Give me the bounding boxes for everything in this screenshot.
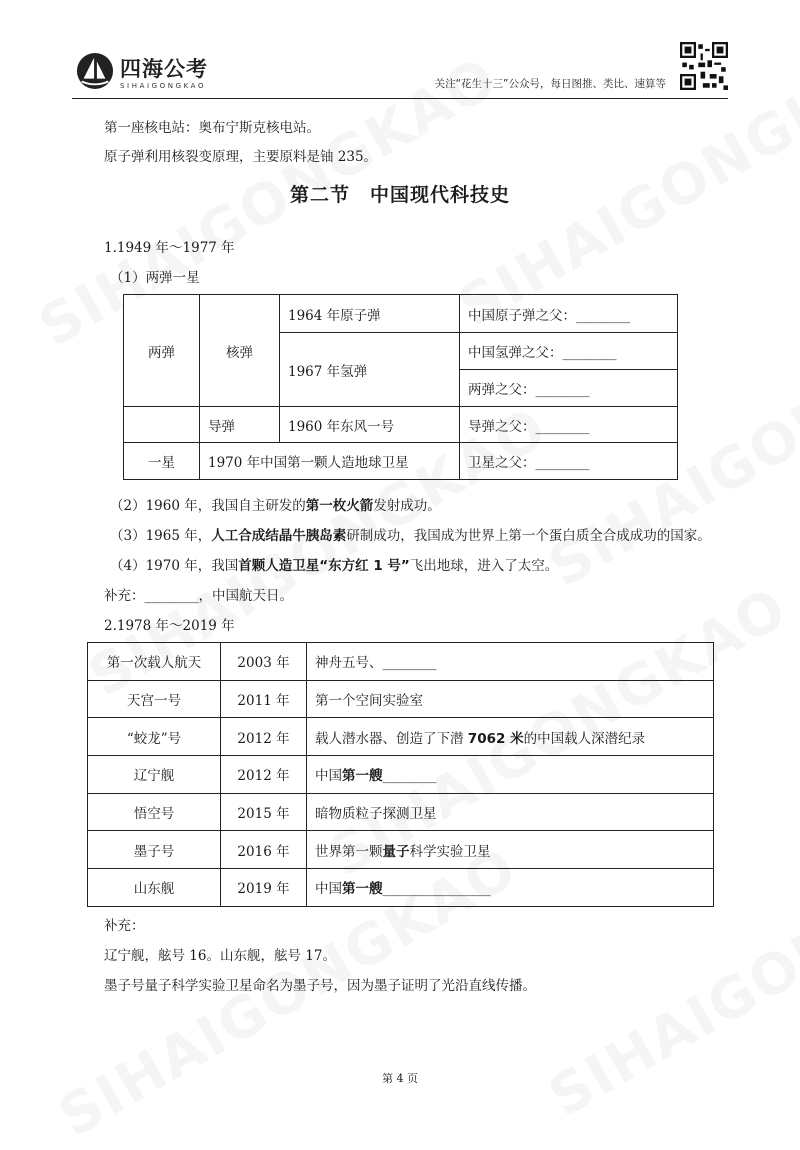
bold-text: 人工合成结晶牛胰岛素 (211, 528, 347, 544)
brand-logo (76, 52, 208, 90)
text: 世界第一颗 (315, 843, 383, 860)
intro-line: 第一座核电站：奥布宁斯克核电站。 (104, 120, 320, 136)
text: 暗物质粒子探测卫星 (315, 806, 437, 823)
cell-year: 2016 年 (221, 831, 307, 869)
cell-yixing: 一星 (124, 443, 200, 480)
text: ________________ (382, 881, 491, 898)
brand-name: 四海公考 (120, 56, 208, 81)
cell-year: 2003 年 (221, 643, 307, 681)
text: 飞出地球，进入了太空。 (409, 558, 559, 574)
cell-blank (124, 407, 200, 443)
supplement-label: 补充： (104, 918, 145, 934)
bold-text: 第一艘 (342, 768, 383, 785)
text: 神舟五号、________ (315, 655, 437, 672)
cell-year: 2011 年 (221, 680, 307, 718)
note-line: 墨子号量子科学实验卫星命名为墨子号，因为墨子证明了光沿直线传播。 (104, 978, 536, 994)
text: 中国 (315, 768, 342, 785)
cell-description (307, 643, 714, 681)
bold-text: 第一艘 (342, 881, 383, 898)
cell-description (307, 756, 714, 794)
cell-event: 1964 年原子弹 (280, 295, 460, 333)
part1-heading: 1.1949 年～1977 年 (104, 240, 235, 256)
cell-year: 2019 年 (221, 869, 307, 907)
cell-father: 卫星之父：________ (460, 443, 678, 480)
page-number: 第 4 页 (382, 1072, 418, 1085)
text: （3）1965 年， (110, 528, 212, 544)
cell-father: 两弹之父：________ (460, 370, 678, 407)
table-row (88, 680, 714, 718)
cell-name: 天宫一号 (88, 680, 221, 718)
cell-description (307, 680, 714, 718)
text: 中国 (315, 881, 342, 898)
part2-heading: 2.1978 年～2019 年 (104, 618, 235, 634)
bold-text: 量子 (382, 843, 410, 860)
cell-father: 导弹之父：________ (460, 407, 678, 443)
sailboat-logo-icon (76, 52, 114, 90)
cell-description (307, 869, 714, 907)
bold-text: 首颗人造卫星“东方红 1 号” (238, 558, 410, 574)
cell-year: 2012 年 (221, 718, 307, 756)
text: 第一个空间实验室 (315, 693, 423, 710)
two-bombs-one-satellite-table (123, 294, 678, 480)
table-row (88, 643, 714, 681)
supplement-space-day: 补充：________，中国航天日。 (104, 588, 293, 604)
text: ________ (382, 768, 437, 785)
text: 科学实验卫星 (409, 843, 491, 860)
table-row (88, 793, 714, 831)
cell-name: “蛟龙”号 (88, 718, 221, 756)
cell-description (307, 793, 714, 831)
text: 载人潜水器、创造了下潜 (315, 730, 468, 747)
cell-name: 第一次载人航天 (88, 643, 221, 681)
paragraph-satellite (110, 554, 558, 574)
text: （4）1970 年，我国 (110, 558, 239, 574)
paragraph-rocket (110, 494, 441, 514)
table-row (88, 718, 714, 756)
bold-text: 7062 米 (467, 730, 524, 747)
text: 研制成功，我国成为世界上第一个蛋白质全合成成功的国家。 (346, 528, 711, 544)
part1-subheading: （1）两弹一星 (110, 270, 200, 286)
table-row (88, 831, 714, 869)
intro-line: 原子弹利用核裂变原理，主要原料是铀 235。 (104, 149, 378, 165)
cell-event: 1960 年东风一号 (280, 407, 460, 443)
cell-event: 1970 年中国第一颗人造地球卫星 (200, 443, 460, 480)
bold-text: 第一枚火箭 (305, 498, 374, 514)
cell-event: 1967 年氢弹 (280, 333, 460, 407)
cell-name: 墨子号 (88, 831, 221, 869)
cell-daodan: 导弹 (200, 407, 280, 443)
cell-name: 辽宁舰 (88, 756, 221, 794)
text: 的中国载人深潜纪录 (523, 730, 646, 747)
header-slogan: 关注“花生十三”公众号，每日图推、类比、速算等 (434, 78, 666, 90)
table-row (88, 756, 714, 794)
cell-year: 2012 年 (221, 756, 307, 794)
brand-name-en: SIHAIGONGKAO (120, 81, 207, 90)
cell-description (307, 718, 714, 756)
cell-father: 中国原子弹之父：________ (460, 295, 678, 333)
paragraph-insulin (110, 524, 711, 544)
cell-father: 中国氢弹之父：________ (460, 333, 678, 370)
page-header (72, 40, 728, 99)
text: 发射成功。 (373, 498, 441, 514)
text: （2）1960 年，我国自主研发的 (110, 498, 306, 514)
cell-hedan: 核弹 (200, 295, 280, 407)
cell-name: 山东舰 (88, 869, 221, 907)
qr-code-icon (680, 42, 728, 90)
note-line: 辽宁舰，舷号 16。山东舰，舷号 17。 (104, 948, 336, 964)
cell-description (307, 831, 714, 869)
table-row (88, 869, 714, 907)
cell-name: 悟空号 (88, 793, 221, 831)
modern-tech-table (87, 642, 714, 907)
cell-liangdan: 两弹 (124, 295, 200, 407)
cell-year: 2015 年 (221, 793, 307, 831)
section-title: 第二节 中国现代科技史 (289, 184, 510, 206)
